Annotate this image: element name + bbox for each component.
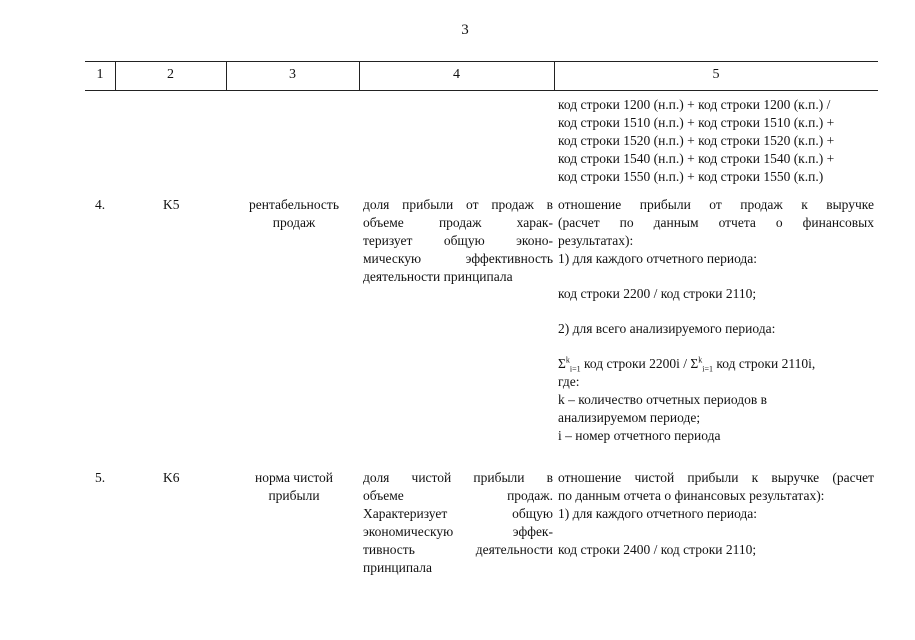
row-5-description: доля чистой прибыли в объеме продаж. Характеризует общую экономическую эффек- тивность деятельности принципала (363, 470, 553, 575)
header-col-5: 5 (712, 67, 720, 82)
row-4-formula: отношение прибыли от продаж к выручке (расчет по данным отчета о финансовых результатах): 1) для каждого отчетного периода: код строки 2200 / код строки 2110; 2) для всего анализируемого периода: $\Sigma^k_{i=1}$ код строки $2200i / \Sigma^k_{i=1}$ код строки 2110i, где: k – количество отчетных периодов в анализируемом периоде; i – номер отчетного периода (558, 197, 874, 443)
row-5-number: 5. (95, 470, 106, 485)
continuation-formula: код строки 1200 (н.п.) + код строки 1200 (к.п.) / код строки 1510 (н.п.) + код строки 1510 (к.п.) + код строки 1520 (н.п.) + код строки 1520 (к.п.) + код строки 1540 (н.п.) + код строки 1540 (к.п.) + код строки 1550 (н.п.) + код строки 1550 (к.п.) (558, 97, 835, 184)
row-4-code: K5 (163, 197, 180, 212)
header-col-3: 3 (289, 67, 296, 82)
header-col-1: 1 (96, 67, 104, 82)
header-col-4: 4 (453, 67, 460, 82)
header-col-2: 2 (167, 67, 174, 82)
row-4-description: доля прибыли от продаж в объеме продаж харак- теризует общую эконо- мическую эффективность деятельности принципала (363, 197, 553, 284)
page-number: 3 (461, 22, 469, 38)
row-4-number: 4. (95, 197, 106, 212)
table-header (85, 61, 878, 91)
row-5-formula: отношение чистой прибыли к выручке (расчет по данным отчета о финансовых результатах): 1) для каждого отчетного периода: код строки 2400 / код строки 2110; (558, 470, 874, 557)
row-5-indicator-name: норма чистой прибыли (254, 470, 334, 503)
sum-formula: $\Sigma^k_{i=1}$ код строки $2200i / \Sigma^k_{i=1}$ код строки 2110i, (558, 355, 816, 374)
row-5-code: K6 (163, 470, 180, 485)
row-4-indicator-name: рентабельность продаж (249, 197, 339, 230)
